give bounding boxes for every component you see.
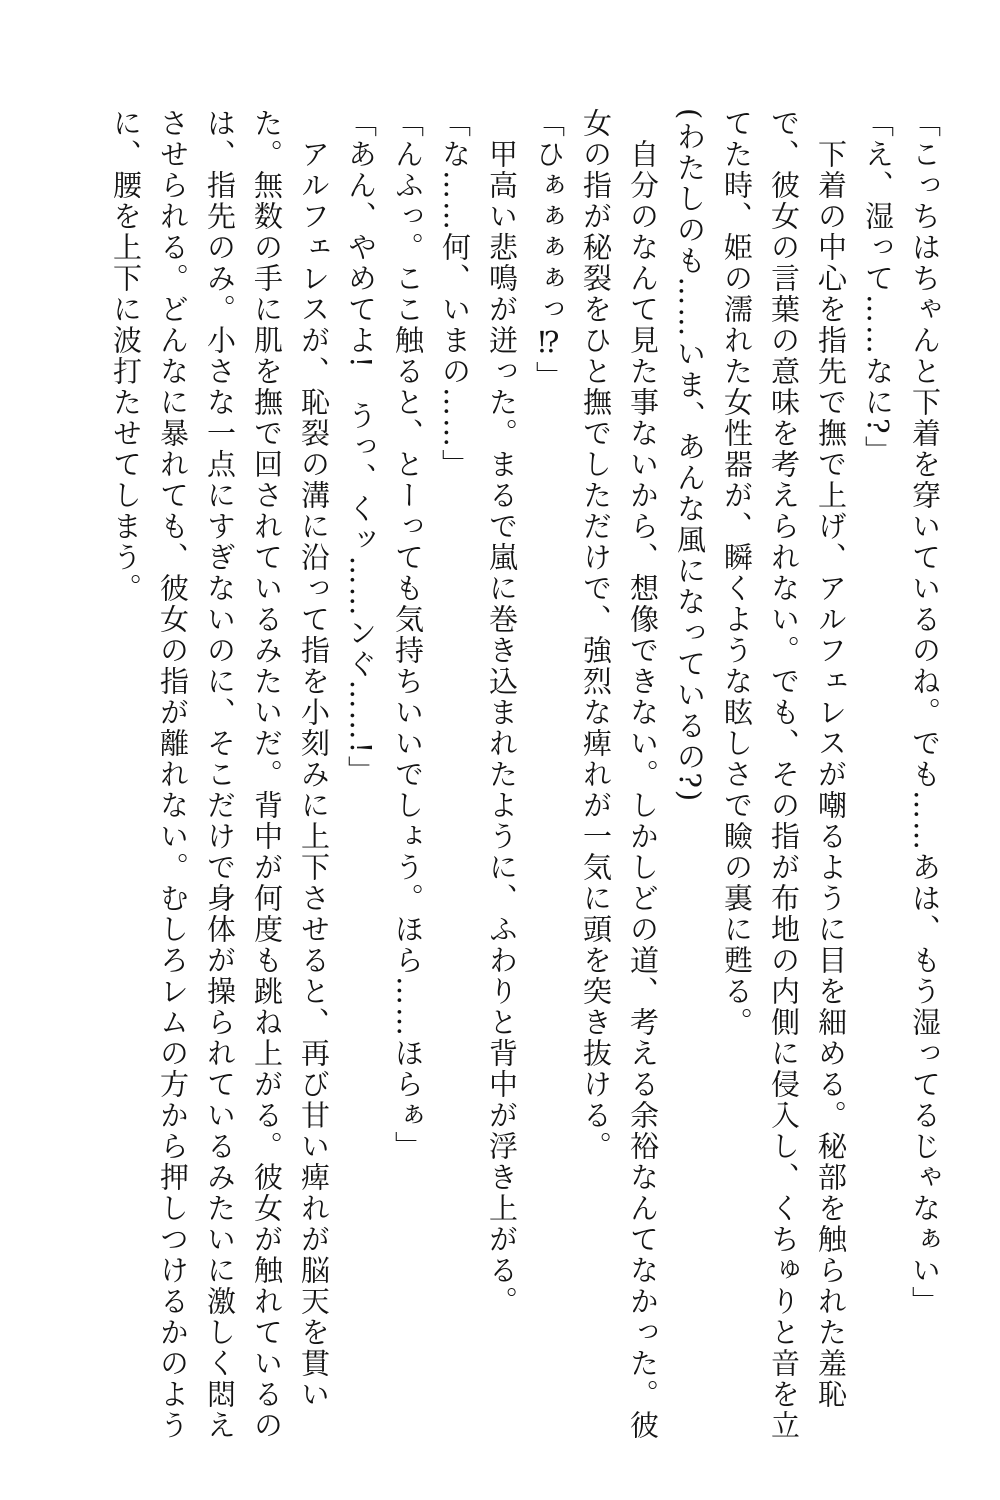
paragraph: 下着の中心を指先で撫で上げ、アルフェレスが嘲るように目を細める。秘部を触られた羞恥で、彼女の言葉の意味を考えられない。でも、その指が布地の内側に侵入し、くちゅりと音を立てた時、姫の濡れた女性器が、瞬くような眩しさで瞼の裏に甦る。 (720, 108, 848, 1441)
paragraph: 自分のなんて見た事ないから、想像できない。しかしどの道、考える余裕なんてなかった。彼女の指が秘裂をひと撫でしただけで、強烈な痺れが一気に頭を突き抜ける。 (579, 108, 660, 1441)
paragraph: 「え、湿って……なに?」 (861, 108, 895, 467)
paragraph: 甲高い悲鳴が迸った。まるで嵐に巻き込まれたように、ふわりと背中が浮き上がる。 (485, 139, 519, 1317)
paragraph: 「あん、やめてよ! うっ、くッ……ンぐ……!」 (344, 108, 378, 787)
text-block (102, 108, 948, 1441)
paragraph: アルフェレスが、恥裂の溝に沿って指を小刻みに上下させると、再び甘い痺れが脳天を貫いた。無数の手に肌を撫で回されているみたいだ。背中が何度も跳ね上がる。彼女が触れているのは、指先のみ。小さな一点にすぎないのに、そこだけで身体が操られているみたいに激しく悶えさせられる。どんなに暴れても、彼女の指が離れない。むしろレムの方から押しつけるかのように、腰を上下に波打たせてしまう。 (109, 108, 331, 1441)
paragraph: 「な……何、いまの……」 (438, 108, 472, 480)
paragraph: 「こっちはちゃんと下着を穿いているのね。でも……あは、もう湿ってるじゃなぁい」 (908, 108, 942, 1317)
paragraph: 「んふっ。ここ触ると、とーっても気持ちいいでしょう。ほら……ほらぁ」 (391, 108, 425, 1162)
paragraph: 「ひぁぁぁぁっ⁉」 (532, 108, 566, 392)
paragraph: (わたしのも……いま、あんな風になっているの?) (673, 108, 707, 804)
